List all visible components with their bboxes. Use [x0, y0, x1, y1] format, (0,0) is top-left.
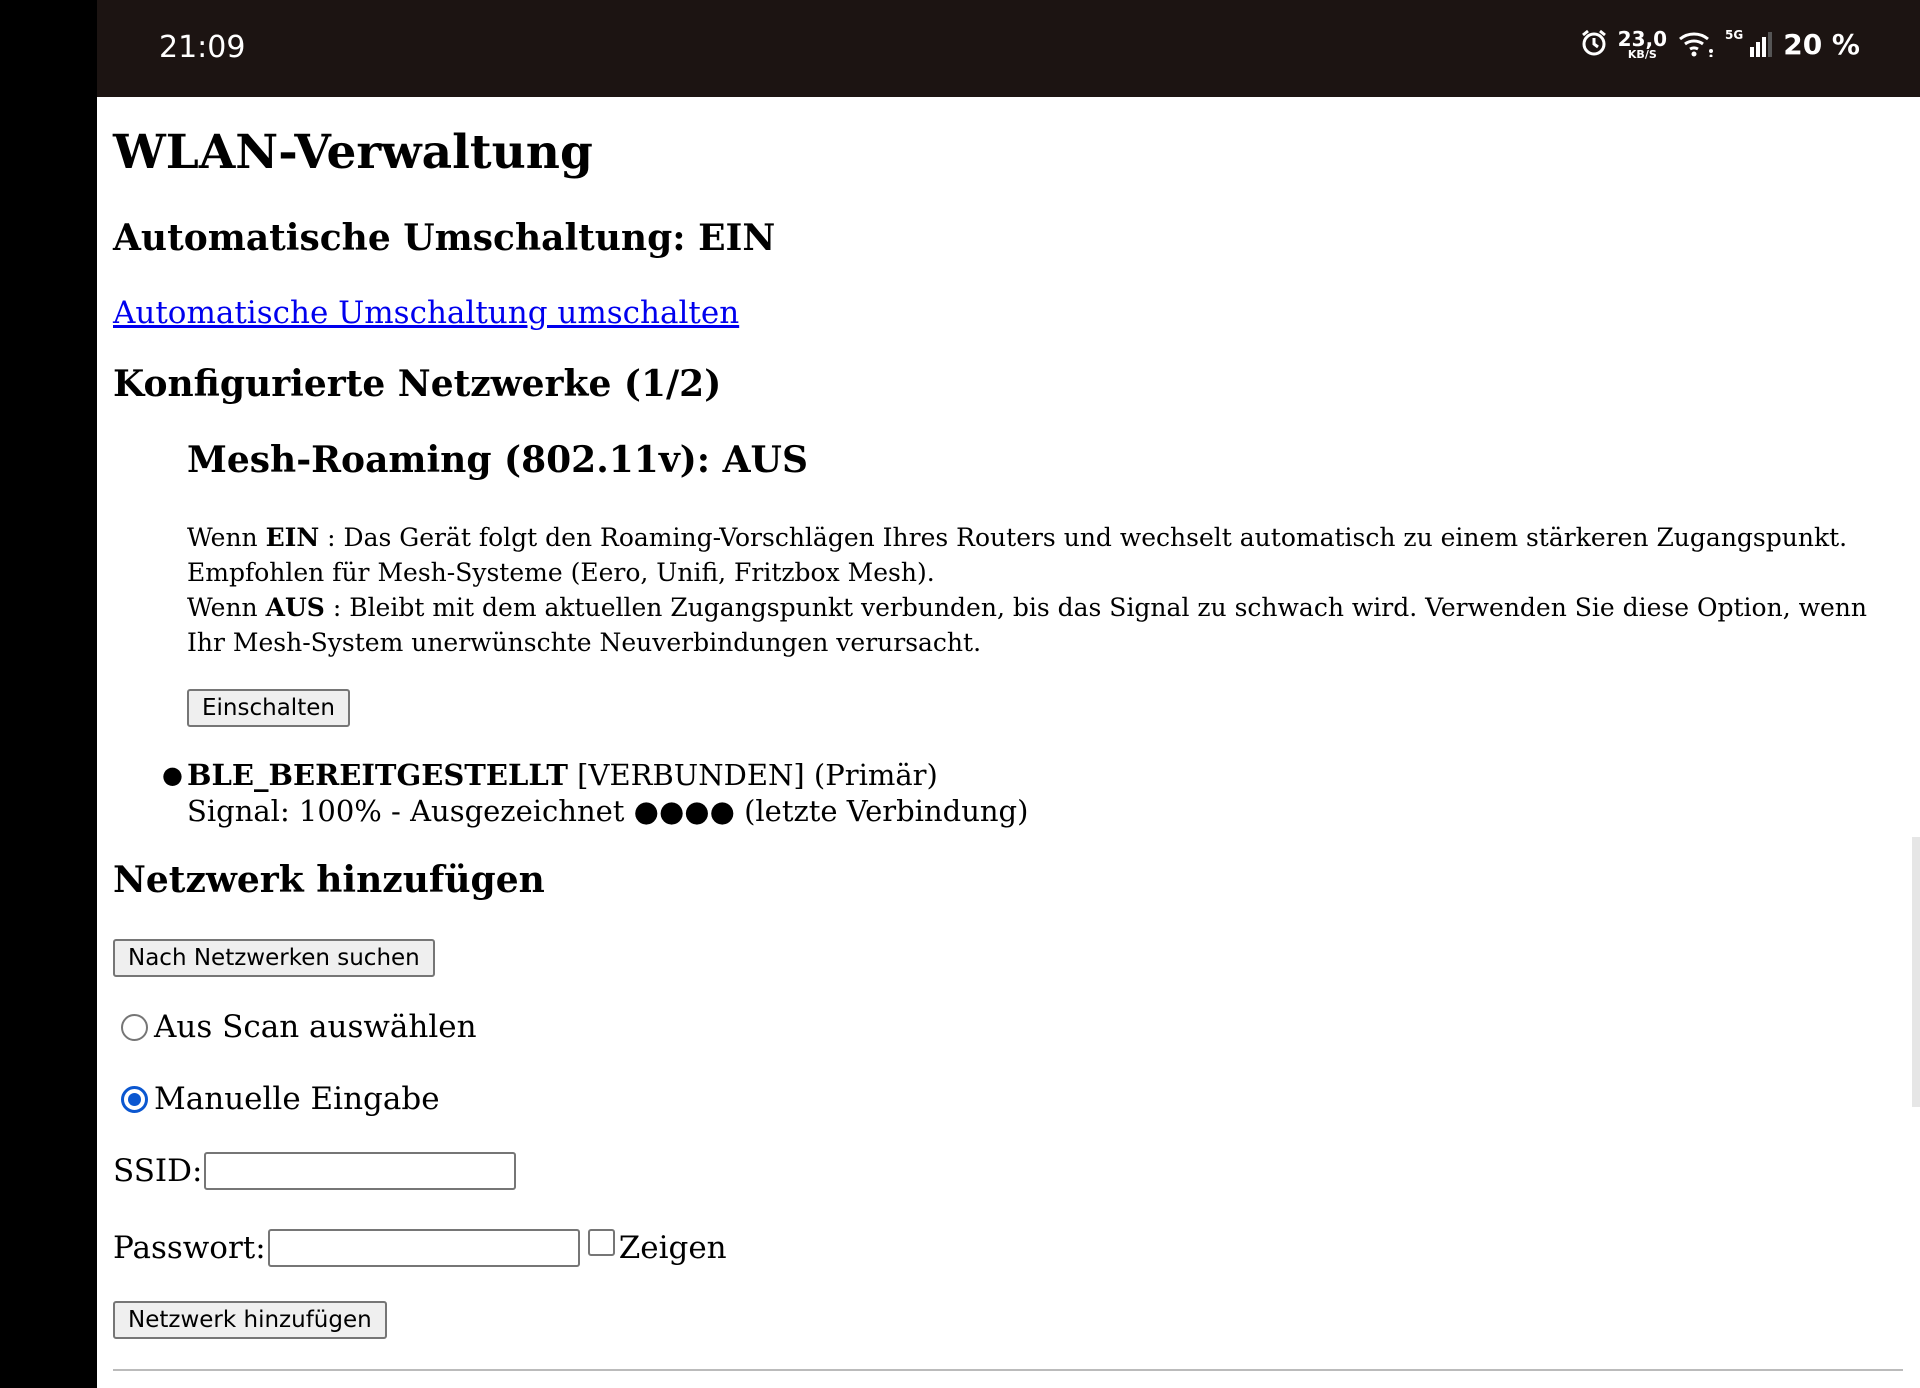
show-password-label: Zeigen [618, 1230, 727, 1266]
radio-manual-label: Manuelle Eingabe [154, 1081, 440, 1117]
network-title [187, 757, 1028, 793]
scan-networks-button[interactable]: Nach Netzwerken suchen [113, 939, 435, 977]
mesh-off-description: Wenn AUS : Bleibt mit dem aktuellen Zugangspunkt verbunden, bis das Signal zu schwach wird. Verwenden Sie diese Option, wenn Ihr Mesh-System unerwünschte Neuverbindungen verursacht. [187, 593, 1867, 657]
wifi-icon [1677, 29, 1715, 60]
scrollbar[interactable] [1912, 837, 1920, 1107]
status-icons [1580, 28, 1860, 61]
off-label: AUS [265, 593, 325, 622]
speed-unit: KB/S [1627, 48, 1657, 61]
password-input[interactable] [268, 1229, 580, 1267]
speed-value: 23,0 [1617, 27, 1668, 51]
mesh-roaming-heading: Mesh-Roaming (802.11v): AUS [187, 439, 808, 481]
add-network-heading: Netzwerk hinzufügen [113, 859, 545, 901]
divider [113, 1369, 1903, 1371]
radio-scan-circle[interactable] [121, 1014, 148, 1041]
ssid-input[interactable] [204, 1152, 516, 1190]
network-ssid: BLE_BEREITGESTELLT [187, 758, 568, 792]
network-list-item [162, 757, 1029, 829]
password-label: Passwort: [113, 1230, 266, 1266]
status-bar [97, 0, 1920, 97]
network-speed [1618, 29, 1667, 60]
radio-manual-entry[interactable] [121, 1081, 440, 1117]
page-title: WLAN-Verwaltung [113, 125, 593, 180]
show-password-checkbox[interactable] [588, 1229, 615, 1256]
radio-manual-circle[interactable] [121, 1086, 148, 1113]
toggle-auto-switch-link[interactable]: Automatische Umschaltung umschalten [113, 295, 740, 331]
mesh-on-description: Wenn EIN : Das Gerät folgt den Roaming-Vorschlägen Ihres Routers und wechselt automatisch zu einem stärkeren Zugangspunkt. Empfohlen für Mesh-Systeme (Eero, Unifi, Fritzbox Mesh). [187, 523, 1848, 587]
bullet-icon: ● [162, 761, 183, 789]
signal-icon [1749, 29, 1773, 60]
network-status: [VERBUNDEN] (Primär) [567, 758, 938, 792]
add-network-button[interactable]: Netzwerk hinzufügen [113, 1301, 387, 1339]
radio-scan-label: Aus Scan auswählen [154, 1009, 477, 1045]
auto-switch-heading: Automatische Umschaltung: EIN [113, 217, 776, 259]
password-row [113, 1229, 727, 1267]
on-label: EIN [265, 523, 320, 552]
battery-level: 20 % [1783, 28, 1860, 61]
radio-select-from-scan[interactable] [121, 1009, 477, 1045]
status-time: 21:09 [159, 30, 246, 65]
ssid-label: SSID: [113, 1153, 203, 1189]
network-signal: Signal: 100% - Ausgezeichnet ●●●● (letzte Verbindung) [187, 794, 1029, 828]
alarm-icon [1580, 29, 1608, 60]
web-page [97, 97, 1920, 1388]
mesh-roaming-description [187, 520, 1907, 660]
ssid-row [113, 1152, 516, 1190]
configured-networks-heading: Konfigurierte Netzwerke (1/2) [113, 363, 722, 405]
enable-mesh-button[interactable]: Einschalten [187, 689, 350, 727]
network-type: 5G [1725, 28, 1744, 42]
